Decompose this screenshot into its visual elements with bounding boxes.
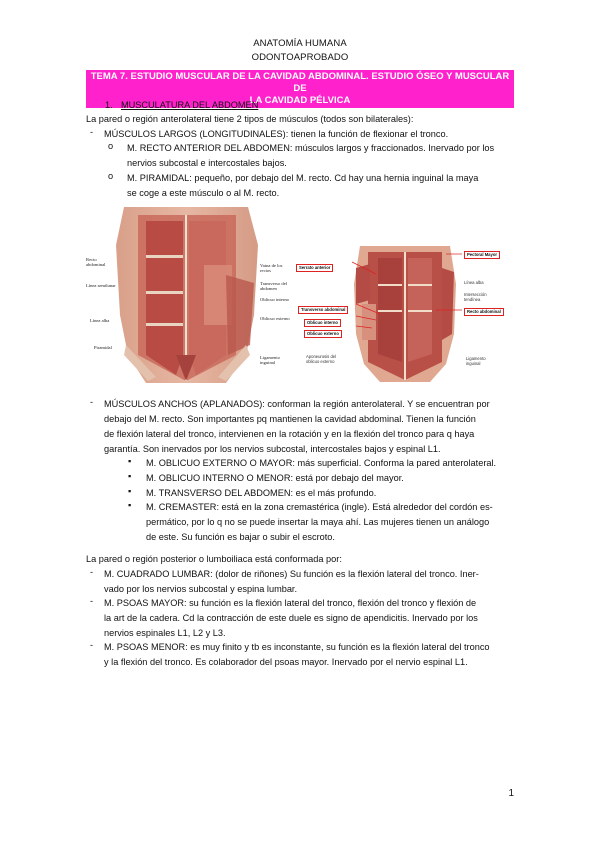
label-piramidal: Piramidal xyxy=(94,345,112,350)
list-bullet: - xyxy=(90,640,94,650)
cremaster-line1: M. CREMASTER: está en la zona cremastérica (ingle). Está alrededor del cordón es- xyxy=(146,502,493,512)
anchos-line4: garantía. Son inervados por los nervios subcostal, intercostales bajos y espinal L1. xyxy=(104,444,441,454)
piramidal-line1: M. PIRAMIDAL: pequeño, por debajo del M. recto. Cd hay una hernia inguinal la maya xyxy=(127,173,479,183)
list-bullet: ▪ xyxy=(128,500,132,510)
abdominal-muscles-figure-left xyxy=(86,205,294,387)
list-bullet: ▪ xyxy=(128,456,132,466)
label-recto-abdominal: Recto abdominal xyxy=(86,257,106,267)
page-number: 1 xyxy=(508,788,514,799)
anchos-line3: de flexión lateral del tronco, intervienen en la rotación y en la flexión del tronco para q haya xyxy=(104,429,475,439)
list-bullet: - xyxy=(90,567,94,577)
posterior-intro: La pared o región posterior o lumboiliaca está conformada por: xyxy=(86,554,342,564)
oblicuo-interno-text: M. OBLICUO INTERNO O MENOR: está por debajo del mayor. xyxy=(146,473,404,483)
recto-line1: M. RECTO ANTERIOR DEL ABDOMEN: músculos largos y fraccionados. Inervado por los xyxy=(127,143,495,153)
anterolateral-intro: La pared o región anterolateral tiene 2 tipos de músculos (todos son bilaterales): xyxy=(86,114,414,124)
list-bullet: - xyxy=(90,127,94,137)
anchos-line1: MÚSCULOS ANCHOS (APLANADOS): conforman la región anterolateral. Y se encuentran por xyxy=(104,399,490,409)
largos-heading: MÚSCULOS LARGOS (LONGITUDINALES): tienen la función de flexionar el tronco. xyxy=(104,129,449,139)
section-number: 1. xyxy=(105,100,113,110)
cremaster-line3: de este. Su función es bajar o subir el escroto. xyxy=(146,532,335,542)
label-oblicuo-externo: Oblicuo externo xyxy=(260,316,290,321)
label-linea-alba-r: Línea alba xyxy=(464,280,484,285)
psoas-mayor-line3: nervios espinales L1, L2 y L3. xyxy=(104,628,226,638)
cuadrado-lumbar-line1: M. CUADRADO LUMBAR: (dolor de riñones) Su función es la flexión lateral del tronco. Iner- xyxy=(104,569,479,579)
label-vaina-rectos: Vaina de los rectos xyxy=(260,263,283,273)
list-bullet: ▪ xyxy=(128,486,132,496)
label-interseccion-tendinea: Intersección tendínea xyxy=(464,292,487,302)
label-linea-semilunar: Línea semilunar xyxy=(86,283,116,288)
list-bullet: ▪ xyxy=(128,471,132,481)
label-oblicuo-externo-r: Oblicuo externo xyxy=(304,330,342,338)
label-aponeurosis: Aponeurosis del oblicuo externo xyxy=(306,354,337,364)
label-transverso: Transverso del abdomen xyxy=(260,281,288,291)
label-transverso-abdominal: Transverso abdominal xyxy=(298,306,348,314)
transverso-text: M. TRANSVERSO DEL ABDOMEN: es el más profundo. xyxy=(146,488,377,498)
piramidal-line2: se coge a este músculo o al M. recto. xyxy=(127,188,280,198)
cremaster-line2: permático, por lo q no se puede insertar la maya ahí. Las mujeres tienen un análogo xyxy=(146,517,490,527)
list-bullet: o xyxy=(108,141,114,151)
list-bullet: - xyxy=(90,596,94,606)
list-bullet: o xyxy=(108,171,114,181)
label-recto-abdominal-r: Recto abdominal xyxy=(464,308,504,316)
abdominal-muscles-figure-right xyxy=(296,244,516,384)
label-serrato-anterior: Serrato anterior xyxy=(296,264,333,272)
section-title: MUSCULATURA DEL ABDOMEN xyxy=(121,100,259,110)
psoas-menor-line2: y la flexión del tronco. Es colaborador del psoas mayor. Inervado por el nervio espinal L1. xyxy=(104,657,468,667)
cuadrado-lumbar-line2: vado por los nervios subcostal y espina lumbar. xyxy=(104,584,298,594)
label-ligamento-inguinal-r: Ligamento inguinal xyxy=(466,356,486,366)
label-pectoral-mayor: Pectoral Mayor xyxy=(464,251,500,259)
label-ligamento-inguinal: Ligamento inguinal xyxy=(260,355,280,365)
list-bullet: - xyxy=(90,397,94,407)
label-linea-alba: Línea alba xyxy=(90,318,110,323)
label-oblicuo-interno: Oblicuo interno xyxy=(260,297,289,302)
topic-title-line1: TEMA 7. ESTUDIO MUSCULAR DE LA CAVIDAD ABDOMINAL. ESTUDIO ÓSEO Y MUSCULAR DE xyxy=(90,71,510,94)
psoas-mayor-line1: M. PSOAS MAYOR: su función es la flexión lateral del tronco, flexión del tronco y flexión de xyxy=(104,598,477,608)
label-oblicuo-interno-r: Oblicuo interno xyxy=(304,319,341,327)
topic-title-line2: LA CAVIDAD PÉLVICA xyxy=(249,95,351,106)
anchos-line2: debajo del M. recto. Son importantes pq mantienen la cavidad abdominal. Tienen la función xyxy=(104,414,476,424)
psoas-mayor-line2: la art de la cadera. Cd la contracción de este duele es signo de apendicitis. Inervado por los xyxy=(104,613,478,623)
header-author: ODONTOAPROBADO xyxy=(251,52,349,63)
oblicuo-externo-text: M. OBLICUO EXTERNO O MAYOR: más superficial. Conforma la pared anterolateral. xyxy=(146,458,497,468)
header-course: ANATOMÍA HUMANA xyxy=(253,38,347,49)
psoas-menor-line1: M. PSOAS MENOR: es muy finito y tb es inconstante, su función es la flexión lateral del tronco xyxy=(104,642,490,652)
recto-line2: nervios subcostal e intercostales bajos. xyxy=(127,158,287,168)
